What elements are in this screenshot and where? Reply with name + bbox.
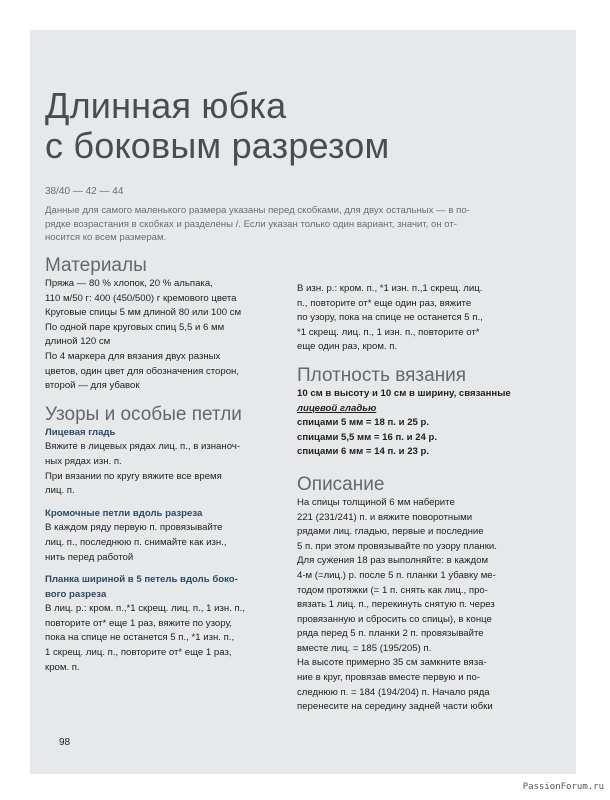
- materials-line: 110 м/50 г: 400 (450/500) г кремового цвета: [45, 292, 237, 304]
- watermark: PassionForum.ru: [522, 782, 604, 792]
- description-line: 221 (231/241) п. и вяжите поворотными: [297, 511, 473, 523]
- intro-line: носится ко всем размерам.: [45, 232, 167, 243]
- intro-line: рядке возрастания в скобках и разделены /. Если указан только один вариант, значит, он от-: [45, 218, 457, 230]
- gauge-line: спицами 5,5 мм = 16 п. и 24 р.: [297, 431, 438, 443]
- materials-line: цветов, один цвет для обозначения сторон,: [45, 365, 239, 377]
- page-title: [45, 86, 389, 166]
- band-line: В лиц. р.: кром. п.,*1 скрещ. лиц. п., 1 изн. п.,: [45, 603, 246, 615]
- band-line: кром. п.: [45, 661, 80, 673]
- edge-line: нить перед работой: [45, 551, 134, 563]
- band-line: повторите от* еще 1 раз, вяжите по узору,: [45, 617, 232, 629]
- description-line: На спицы толщиной 6 мм наберите: [297, 496, 455, 508]
- band-line: пока на спице не останется 5 п., *1 изн. п.,: [45, 632, 235, 644]
- materials-line: По одной паре круговых спиц 5,5 и 6 мм: [45, 321, 225, 333]
- description-line: 4-м (=лиц.) р. после 5 п. планки 1 убавку ме-: [297, 569, 496, 581]
- stockinette-line: ных рядах изн. п.: [45, 455, 122, 467]
- description-line: тодом протяжки (= 1 п. снять как лиц., про-: [297, 584, 488, 596]
- description-line: На высоте примерно 35 см замкните вяза-: [297, 657, 487, 669]
- description-line: вместе лиц. = 185 (195/205) п.: [297, 642, 432, 654]
- patterns-section: [45, 426, 280, 676]
- gauge-line: спицами 6 мм = 14 п. и 23 р.: [297, 446, 430, 458]
- band-cont-line: по узору, пока на спице не останется 5 п.,: [297, 312, 483, 324]
- gauge-section: [297, 387, 537, 460]
- gauge-emphasis: лицевой гладью: [297, 402, 377, 414]
- stockinette-line: При вязании по кругу вяжите все время: [45, 470, 222, 482]
- stockinette-line: лиц. п.: [45, 485, 75, 497]
- gauge-line: 10 см в высоту и 10 см в ширину, связанные: [297, 387, 511, 399]
- band-title: Планка шириной в 5 петель вдоль боко-: [45, 574, 238, 586]
- band-cont-line: еще один раз, кром. п.: [297, 341, 398, 353]
- title-line-2: с боковым разрезом: [45, 125, 390, 166]
- description-line: ряда перед 5 п. планки 2 п. провязывайте: [297, 628, 484, 640]
- right-column: [297, 254, 537, 715]
- band-cont-line: *1 скрещ. лиц. п., 1 изн. п., повторите от*: [297, 326, 480, 338]
- description-line: рядами лиц. гладью, первые и последние: [297, 526, 484, 538]
- intro-line: Данные для самого маленького размера указаны перед скобками, для двух остальных — в по-: [45, 205, 470, 216]
- band-title: вого разреза: [45, 588, 107, 600]
- description-line: Для сужения 18 раз выполняйте: в каждом: [297, 555, 489, 567]
- materials-list: [45, 277, 280, 394]
- description-line: 5 п. при этом провязывайте по узору планки.: [297, 540, 497, 552]
- materials-line: Пряжа — 80 % хлопок, 20 % альпака,: [45, 278, 213, 289]
- edge-line: лиц. п., последнюю п. снимайте как изн.,: [45, 536, 227, 548]
- materials-line: По 4 маркера для вязания двух разных: [45, 350, 221, 362]
- description-section: [297, 496, 537, 715]
- band-continuation: [297, 282, 537, 355]
- description-line: провязанную и сбросить со спицы), в конце: [297, 613, 492, 625]
- materials-heading: Материалы: [45, 255, 147, 276]
- description-heading: Описание: [297, 473, 385, 495]
- band-cont-line: В изн. р.: кром. п., *1 изн. п.,1 скрещ. лиц.: [297, 283, 483, 294]
- edge-line: В каждом ряду первую п. провязывайте: [45, 522, 223, 534]
- gauge-line: спицами 5 мм = 18 п. и 25 р.: [297, 417, 430, 429]
- band-line: 1 скрещ. лиц. п., повторите от* еще 1 раз,: [45, 647, 232, 659]
- intro-text: [45, 204, 515, 245]
- materials-line: длиной 120 см: [45, 336, 111, 348]
- band-cont-line: п., повторите от* еще один раз, вяжите: [297, 297, 472, 309]
- edge-title: Кромочные петли вдоль разреза: [45, 507, 203, 519]
- materials-line: Круговые спицы 5 мм длиной 80 или 100 см: [45, 307, 242, 319]
- description-line: ние в круг, провязав вместе первую и по-: [297, 672, 481, 684]
- title-line-1: Длинная юбка: [45, 85, 287, 126]
- description-line: перенесите на середину задней части юбки: [297, 701, 493, 713]
- materials-line: второй — для убавок: [45, 380, 140, 392]
- stockinette-title: Лицевая гладь: [45, 426, 116, 438]
- left-column: [45, 255, 280, 675]
- page-number: 98: [59, 737, 71, 748]
- stockinette-line: Вяжите в лицевых рядах лиц. п., в изнаноч-: [45, 441, 241, 453]
- description-line: следнюю п. = 184 (194/204) п. Начало ряда: [297, 686, 490, 698]
- sizes-label: 38/40 — 42 — 44: [45, 186, 124, 197]
- patterns-heading: Узоры и особые петли: [45, 403, 242, 425]
- gauge-heading: Плотность вязания: [297, 364, 467, 386]
- description-line: вязать 1 лиц. п., перекинуть снятую п. через: [297, 599, 495, 611]
